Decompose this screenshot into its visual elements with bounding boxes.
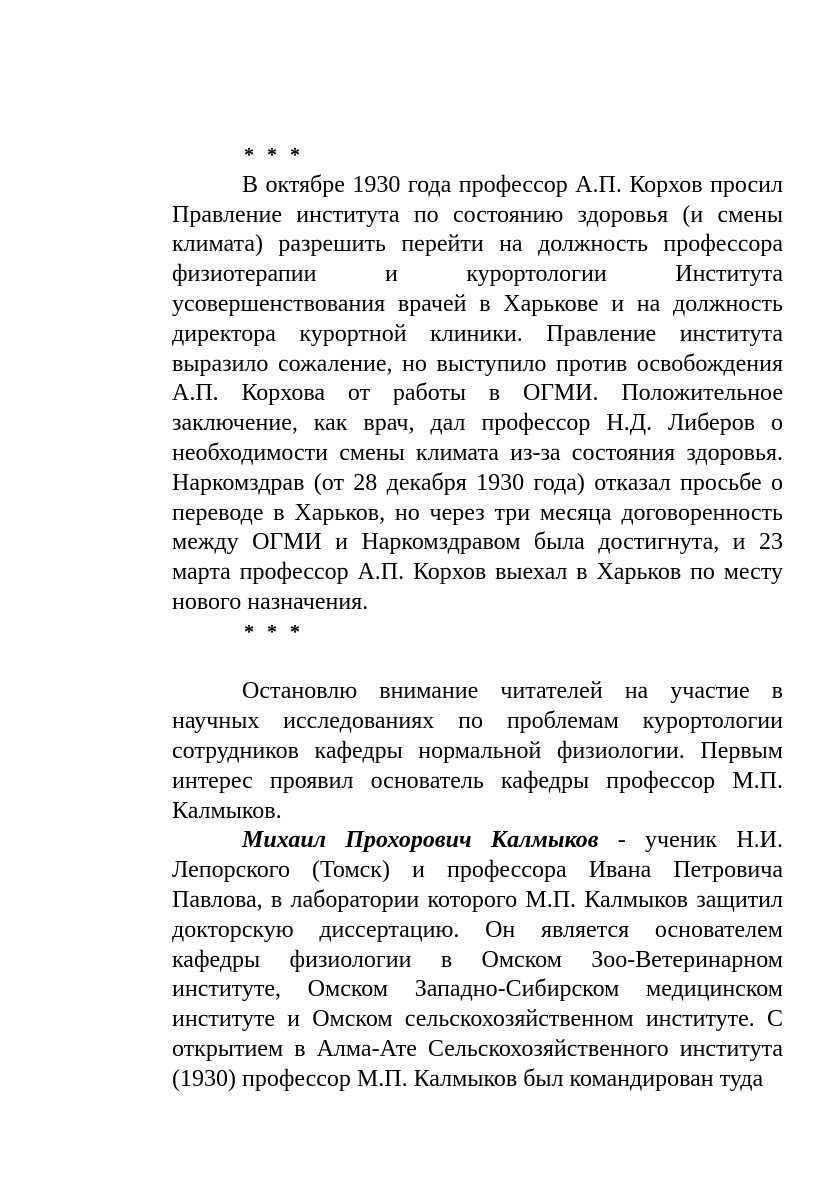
paragraph-korkhov-transfer: В октябре 1930 года профессор А.П. Корхов просил Правление института по состоянию здоровья (и смены климата) разрешить перейти на должность профессора физиотерапии и курортологии Института усовершенствования врачей в Харькове и на должность директора курортной клиники. Правление института выразило сожаление, но выступило против освобождения А.П. Корхова от работы в ОГМИ. Положительное заключение, как врач, дал профессор Н.Д. Либеров о необходимости смены климата из-за состояния здоровья. Наркомздрав (от 28 декабря 1930 года) отказал просьбе о переводе в Харьков, но через три месяца договоренность между ОГМИ и Наркомздравом была достигнута, и 23 марта профессор А.П. Корхов выехал в Харьков по месту нового назначения. (172, 171, 783, 615)
paragraph-kalmykov-biography (172, 826, 783, 1094)
blank-line (172, 648, 783, 678)
biography-text: - ученик Н.И. Лепорского (Томск) и профессора Ивана Петровича Павлова, в лаборатории которого М.П. Калмыков защитил докторскую диссертацию. Он является основателем кафедры физиологии в Омском Зоо-Ветеринарном институте, Омском Западно-Сибирском медицинском институте и Омском сельскохозяйственном институте. С открытием в Алма-Ате Сельскохозяйственного института (1930) профессор М.П. Калмыков был командирован туда (172, 827, 783, 1092)
section-separator: * * * (244, 620, 304, 643)
document-body (172, 141, 783, 1095)
paragraph-physiology-research: Остановлю внимание читателей на участие в научных исследованиях по проблемам курортологии сотрудников кафедры нормальной физиологии. Первым интерес проявил основатель кафедры профессор М.П. Калмыков. (172, 678, 783, 824)
section-separator: * * * (244, 144, 304, 166)
person-name: Михаил Прохорович Калмыков (242, 827, 599, 854)
